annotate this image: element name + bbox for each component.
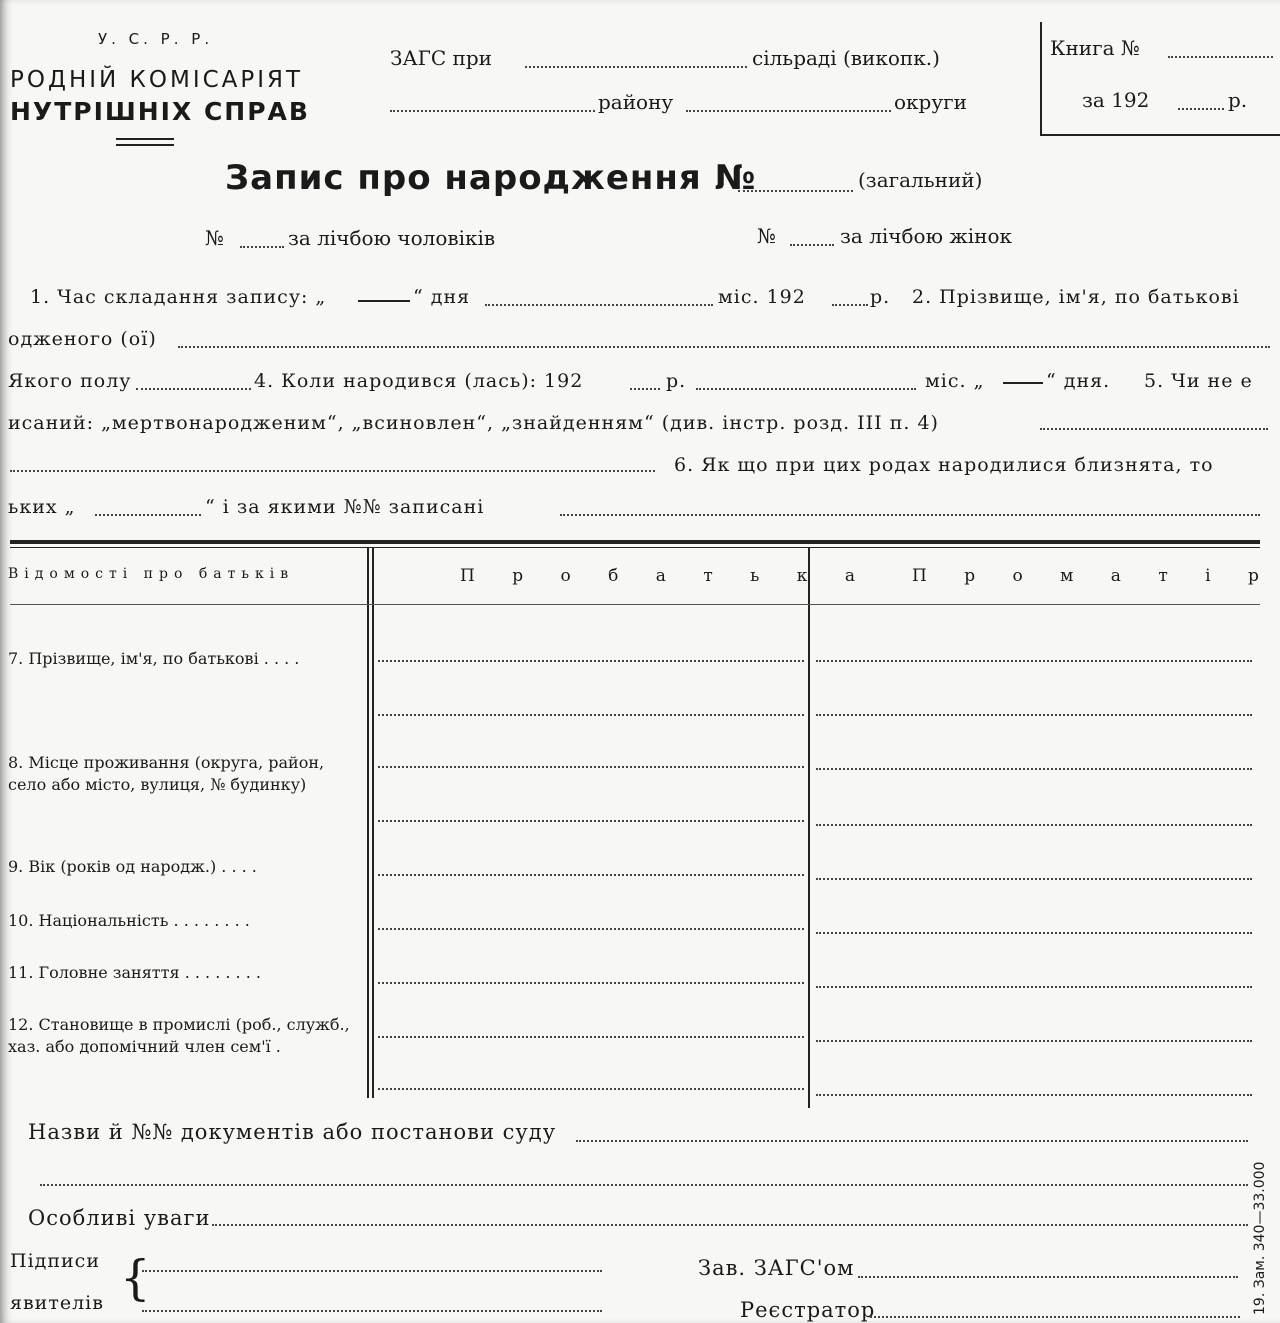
table-top-rule-2 [10,547,1260,548]
ussr-header: У. С. Р. Р. [98,30,214,48]
okrug-field[interactable] [686,110,891,112]
table-header-rule [10,604,1260,605]
table-col3-header: П р о м а т і р [912,566,1275,586]
zags-head-signature-field[interactable] [858,1276,1238,1278]
father-status-field-2[interactable] [378,1088,804,1090]
book-year-field[interactable] [1178,108,1224,110]
signature-brace: { [120,1250,151,1306]
q4-label: 4. Коли народився (лась): 192 [254,370,584,392]
zags-field[interactable] [525,66,747,68]
q1-year-field[interactable] [832,304,868,306]
father-address-field[interactable] [378,766,804,768]
table-row-label: 9. Вік (років од народж.) . . . . [8,857,257,876]
table-col2-header: П р о б а т ь к а [460,566,871,586]
zags-head-label: Зав. ЗАГС'ом [698,1256,855,1280]
q2-name-field[interactable] [178,346,1270,348]
q5-cont-label: исаний: „мертвонароджeним“, „всиновлeн“, „знайденням“ (див. інстр. розд. III п. 4) [8,412,939,434]
q1-day-label: “ дня [413,286,471,308]
table-divider-2 [808,548,810,1108]
table-divider-1b [372,548,374,1098]
table-top-rule [10,540,1260,544]
men-count-label: за лічбою чоловіків [288,226,496,250]
father-address-field-2[interactable] [378,820,804,822]
men-number-field[interactable] [240,246,284,248]
women-number-field[interactable] [790,244,834,246]
q1-year-label: р. [870,286,891,308]
notes-label: Особливі уваги [28,1206,211,1230]
q4-r-label: р. [666,370,687,392]
signatures-label-1: Підписи [10,1250,100,1272]
q6-numbers-field[interactable] [560,514,1260,516]
father-occupation-field[interactable] [378,982,804,984]
zags-suffix: сільраді (викопк.) [752,46,940,70]
q2-cont-label: оджeного (ої) [8,328,157,350]
ministry-line-2: НУТРІШНІХ СПРАВ [10,97,310,126]
zags-prefix: ЗАГС при [390,46,492,70]
q1-month-label: міс. 192 [718,286,806,308]
q6-cont1-label: ьких „ [8,496,76,518]
print-info: 19. Зам. 340—33.000 [1252,1161,1268,1315]
documents-field-2[interactable] [40,1184,1248,1186]
print-info-container [1252,1110,1276,1315]
page-title: Запис про народження № [225,158,757,198]
record-number-field[interactable] [738,190,853,192]
table-col1-header: Відомості про батьків [8,566,295,582]
rayon-field[interactable] [390,110,595,112]
table-row-label: 8. Місце проживання (округа, район, село або місто, вулиця, № будинку) [8,753,325,794]
ministry-line-1: РОДНІЙ КОМІСАРІЯТ [10,67,304,93]
table-row-label: 10. Національність . . . . . . . . [8,911,250,930]
rayon-label: району [598,90,674,114]
mother-occupation-field[interactable] [816,986,1252,988]
mother-name-field-2[interactable] [816,714,1252,716]
declarant-signature-field-2[interactable] [142,1310,602,1312]
q1-day-field[interactable] [358,300,410,302]
father-nationality-field[interactable] [378,928,804,930]
q4-mis-label: міс. „ [925,370,985,392]
book-number-field[interactable] [1168,56,1273,58]
book-year-prefix: за 192 [1082,88,1150,112]
mother-address-field[interactable] [816,768,1252,770]
q5-field[interactable] [1040,428,1268,430]
q2-label: 2. Прізвище, ім'я, по батькові [912,286,1240,308]
mother-address-field-2[interactable] [816,824,1252,826]
q6-cont2-label: “ і за якими №№ записані [205,496,485,518]
father-age-field[interactable] [378,874,804,876]
q6-count-field[interactable] [95,514,201,516]
notes-field[interactable] [212,1224,1248,1226]
q6-label: 6. Як що при цих родах народилися близнята, то [674,454,1214,476]
q4-year-field[interactable] [630,388,660,390]
q4-day-field[interactable] [1003,382,1043,384]
book-box-bottom [1040,134,1280,136]
mother-status-field-2[interactable] [816,1094,1252,1096]
father-status-field[interactable] [378,1036,804,1038]
table-row-label: 12. Становище в промислі (роб., служб., хаз. або допомічний член сем'ї . [8,1015,350,1056]
documents-field[interactable] [576,1140,1248,1142]
book-label: Книга № [1050,36,1140,60]
father-name-field[interactable] [378,660,804,662]
table-row-label: 11. Головне заняття . . . . . . . . [8,963,261,982]
women-count-label: за лічбою жінок [840,224,1013,248]
table-row-label: 7. Прізвище, ім'я, по батькові . . . . [8,649,300,668]
q4-day-label: “ дня. [1046,370,1111,392]
declarant-signature-field[interactable] [142,1270,602,1272]
mother-age-field[interactable] [816,878,1252,880]
women-no-sign: № [757,224,776,248]
q5-field-cont[interactable] [10,470,655,472]
documents-label: Назви й №№ документів або постанови суду [28,1120,557,1144]
q1-label: 1. Час складання запису: „ [30,286,327,308]
table-divider-1a [367,548,369,1098]
header-rule-bottom [116,144,174,146]
registrar-signature-field[interactable] [870,1316,1240,1318]
general-label: (загальний) [858,168,983,192]
signatures-label-2: явителів [10,1292,104,1314]
q1-month-field[interactable] [485,304,713,306]
father-name-field-2[interactable] [378,714,804,716]
book-year-suffix: р. [1228,88,1248,112]
registrar-label: Реєстратор [740,1298,876,1322]
men-no-sign: № [205,226,224,250]
q5-label: 5. Чи не е [1144,370,1253,392]
okrug-label: округи [894,90,967,114]
mother-status-field[interactable] [816,1040,1252,1042]
mother-name-field[interactable] [816,660,1252,662]
header-rule-top [116,138,174,140]
mother-nationality-field[interactable] [816,932,1252,934]
q3-label: Якого полу [8,370,132,392]
q3-sex-field[interactable] [136,388,251,390]
q4-month-field[interactable] [696,388,916,390]
book-box-left [1040,22,1042,136]
